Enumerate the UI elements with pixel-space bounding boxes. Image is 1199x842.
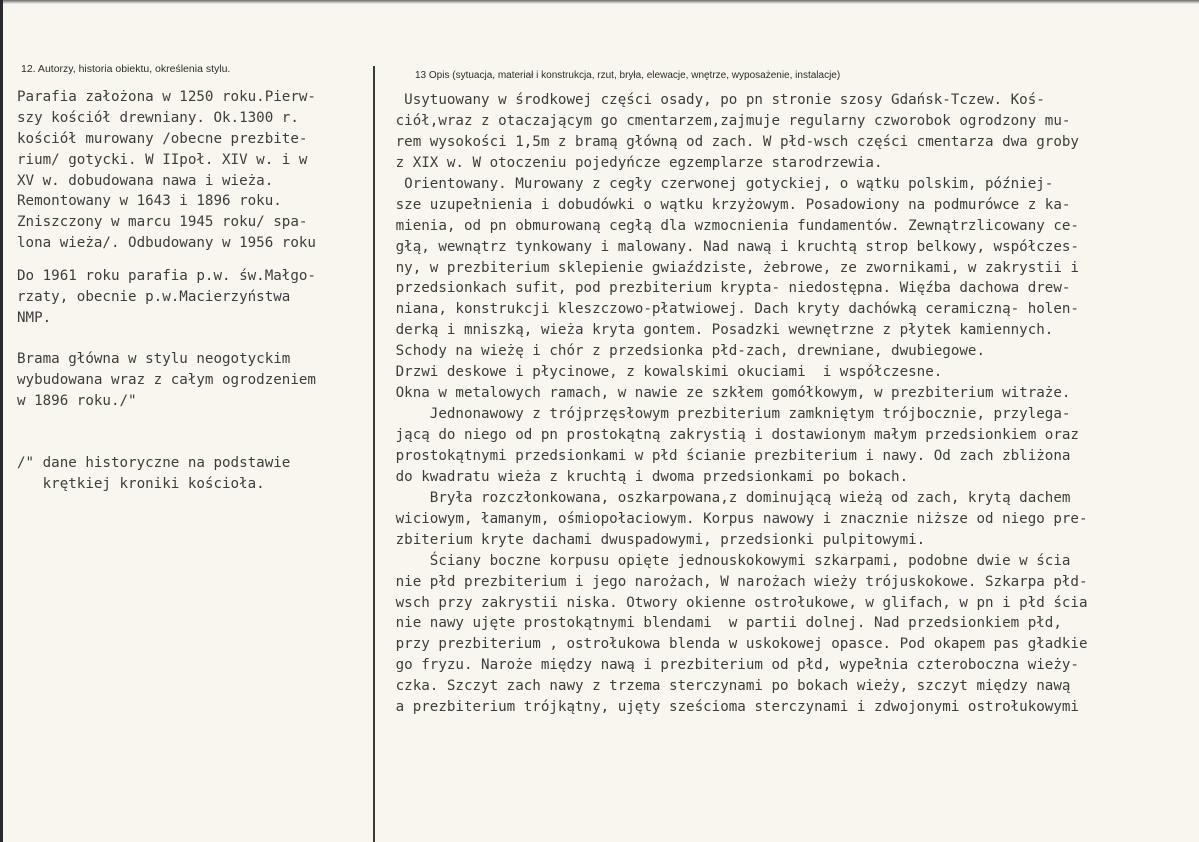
- text-line: przy prezbiterium , ostrołukowa blenda w uskokowej opasce. Pod okapem pas gładkie: [370, 636, 1088, 653]
- text-line: Jednonawowy z trójprzęsłowym prezbiterium zamkniętym trójbocznie, przylega-: [370, 406, 1071, 423]
- text-line: Brama główna w stylu neogotyckim: [17, 350, 291, 367]
- text-line: wiciowym, łamanym, ośmiopołaciowym. Korpus nawowy i znacznie niższe od niego pre-: [370, 510, 1088, 527]
- text-line: kościół murowany /obecne prezbite-: [17, 130, 308, 147]
- text-line: rzaty, obecnie p.w.Macierzyństwa: [17, 289, 291, 306]
- text-line: XV w. dobudowana nawa i wieża.: [17, 172, 274, 189]
- text-line: prostokątnymi przedsionkami w płd ścianie prezbiterium i nawy. Od zach zbliżona: [370, 447, 1071, 464]
- text-line: nie nawy ujęte prostokątnymi blendami w partii dolnej. Nad przedsionkiem płd,: [370, 615, 1062, 632]
- history-paragraph: [17, 87, 373, 254]
- text-line: głą, wewnątrz tynkowany i malowany. Nad nawą i kruchtą strop belkowy, współczes-: [370, 238, 1079, 255]
- text-line: Usytuowany w środkowej części osady, po pn stronie szosy Gdańsk-Tczew. Koś-: [370, 92, 1045, 108]
- text-line: Ściany boczne korpusu opięte jednouskokowymi szkarpami, podobne dwie w ścia: [370, 552, 1071, 569]
- text-line: Do 1961 roku parafia p.w. św.Małgo-: [17, 268, 316, 285]
- text-line: do kwadratu wieża z kruchtą i dwoma przedsionkami po bokach.: [370, 468, 909, 485]
- footnote-paragraph: [17, 453, 373, 495]
- text-line: czka. Szczyt zach nawy z trzema sterczynami po bokach wieży, szczyt między nawą: [370, 678, 1071, 695]
- text-line: lona wieża/. Odbudowany w 1956 roku: [17, 235, 316, 252]
- text-line: Orientowany. Murowany z cegły czerwonej gotyckiej, o wątku polskim, później-: [370, 175, 1054, 192]
- text-line: mienia, od pn obmurowaną cegłą dla wzmocnienia fundamentów. Zewnątrzlicowany ce-: [370, 217, 1079, 234]
- text-line: a prezbiterium trójkątny, ujęty sześcioma sterczynami i zdwojonymi ostrołukowymi: [370, 699, 1079, 716]
- text-line: niana, konstrukcji kleszczowo-płatwiowej. Dach kryty dachówką ceramiczną- holen-: [370, 301, 1079, 318]
- text-line: rem wysokości 1,5m z bramą główną od zach. W płd-wsch części cmentarza dwa groby: [370, 133, 1079, 150]
- text-line: nie płd prezbiterium i jego narożach, W narożach wieży trójuskokowe. Szkarpa płd-: [370, 573, 1088, 590]
- text-line: jącą do niego od pn prostokątną zakrystią i dostawionym małym przedsionkiem oraz: [370, 427, 1079, 443]
- gate-paragraph: [17, 349, 373, 412]
- text-line: Okna w metalowych ramach, w nawie ze szkłem gomółkowym, w prezbiterium witraże.: [370, 385, 1071, 402]
- dedication-paragraph: [17, 266, 373, 329]
- text-line: rium/ gotycki. W IIpoł. XIV w. i w: [17, 151, 308, 168]
- section-12-header: 12. Autorzy, historia obiektu, określenia stylu.: [21, 63, 231, 75]
- text-line: szy kościół drewniany. Ok.1300 r.: [17, 109, 299, 126]
- text-line: Drzwi deskowe i płycinowe, z kowalskimi okuciami i współczesne.: [370, 364, 943, 381]
- text-line: Zniszczony w marcu 1945 roku/ spa-: [17, 214, 308, 231]
- text-line: Parafia założona w 1250 roku.Pierw-: [17, 89, 316, 105]
- text-line: Remontowany w 1643 i 1896 roku.: [17, 193, 282, 210]
- text-line: NMP.: [17, 309, 52, 326]
- text-line: zbiterium kryte dachami dwuspadowymi, przedsionki pulpitowymi.: [370, 531, 926, 548]
- text-line: z XIX w. W otoczeniu pojedyńcze egzemplarze starodrzewia.: [370, 154, 883, 171]
- description-column: [370, 90, 1199, 718]
- text-line: wsch przy zakrystii niska. Otwory okienne ostrołukowe, w glifach, w pn i płd ścia: [370, 594, 1088, 611]
- text-line: ciół,wraz z otaczającym go cmentarzem,zajmuje regularny czworobok ogrodzony mu-: [370, 112, 1071, 129]
- text-line: /" dane historyczne na podstawie: [17, 455, 291, 472]
- text-line: Bryła rozczłonkowana, oszkarpowana,z dominującą wieżą od zach, krytą dachem: [370, 489, 1071, 506]
- page-top-edge: [3, 0, 1199, 4]
- text-line: go fryzu. Naroże między nawą i prezbiterium od płd, wypełnia czteroboczna wieży-: [370, 657, 1079, 674]
- section-13-header: 13 Opis (sytuacja, materiał i konstrukcja, rzut, bryła, elewacje, wnętrze, wyposażenie, instalacje): [415, 70, 841, 81]
- text-line: krętkiej kroniki kościoła.: [17, 476, 265, 493]
- text-line: w 1896 roku./": [17, 392, 137, 409]
- history-column: [17, 87, 373, 495]
- text-line: ny, w prezbiterium sklepienie gwiaździste, żebrowe, ze zwornikami, w zakrystii i: [370, 259, 1079, 276]
- text-line: derką i mniszką, wieża kryta gontem. Posadzki wewnętrzne z płytek kamiennych.: [370, 322, 1054, 339]
- text-line: Schody na wieżę i chór z przedsionka płd-zach, drewniane, dwubiegowe.: [370, 343, 985, 360]
- text-line: wybudowana wraz z całym ogrodzeniem: [17, 371, 316, 388]
- text-line: przedsionkach sufit, pod prezbiterium krypta- niedostępna. Więźba dachowa drew-: [370, 280, 1071, 297]
- text-line: sze uzupełnienia i dobudówki o wątku krzyżowym. Posadowiony na podmurówce z ka-: [370, 196, 1071, 213]
